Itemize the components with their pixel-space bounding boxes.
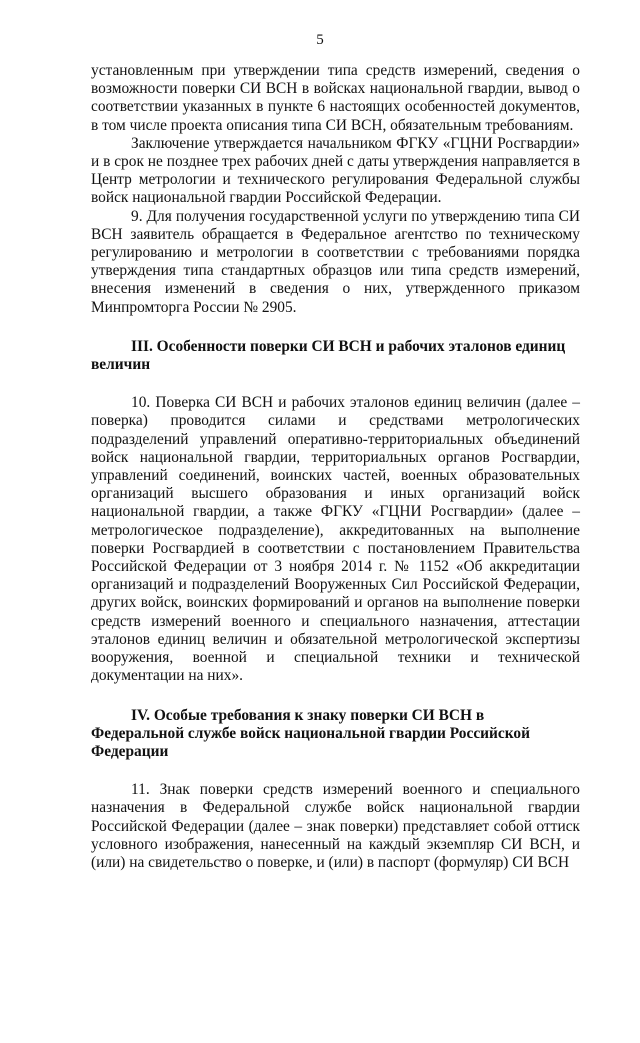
page-number: 5 — [316, 32, 324, 48]
paragraph-item-9: 9. Для получения государственной услуги по утверждению типа СИ ВСН заявитель обращается в Федеральное агентство по техническому регулированию и метрологии в соответствии с требованиями порядка утверждения типа стандартных образцов или типа средств измерений, внесения изменений в сведения о них, утвержденного приказом Минпромторга России № 2905. — [91, 207, 580, 316]
document-body — [91, 62, 580, 872]
paragraph-item-10: 10. Поверка СИ ВСН и рабочих эталонов единиц величин (далее – поверка) проводится силами и средствами метрологических подразделений управлений оперативно-территориальных объединений войск национальной гвардии, территориальных органов Росгвардии, управлений соединений, воинских частей, военных образовательных организаций высшего образования и иных организаций войск национальной гвардии, а также ФГКУ «ГЦНИ Росгвардии» (далее – метрологическое подразделение), аккредитованных на выполнение поверки Росгвардией в соответствии с постановлением Правительства Российской Федерации от 3 ноября 2014 г. № 1152 «Об аккредитации организаций и подразделений Вооруженных Сил Российской Федерации, других войск, воинских формирований и органов на выполнение поверки средств измерений военного и специального назначения, аттестации эталонов единиц величин и обязательной метрологической экспертизы вооружения, военной и специальной техники и технической документации на них». — [91, 394, 580, 685]
paragraph-continuation: установленным при утверждении типа средств измерений, сведения о возможности поверки СИ ВСН в войсках национальной гвардии, вывод о соответствии указанных в пункте 6 настоящих особенностей документов, в том числе проекта описания типа СИ ВСН, обязательным требованиям. — [91, 62, 580, 134]
paragraph-item-11: 11. Знак поверки средств измерений военного и специального назначения в Федеральной службе войск национальной гвардии Российской Федерации (далее – знак поверки) представляет собой оттиск условного изображения, нанесенный на каждый экземпляр СИ ВСН, и (или) на свидетельство о поверке, и (или) в паспорт (формуляр) СИ ВСН — [91, 781, 580, 871]
paragraph-conclusion: Заключение утверждается начальником ФГКУ «ГЦНИ Росгвардии» и в срок не позднее трех рабочих дней с даты утверждения направляется в Центр метрологии и технического регулирования Федеральной службы войск национальной гвардии Российской Федерации. — [91, 134, 580, 207]
section-heading-iii: III. Особенности поверки СИ ВСН и рабочих эталонов единиц величин — [91, 337, 566, 374]
section-heading-iv: IV. Особые требования к знаку поверки СИ ВСН в Федеральной службе войск национальной гвардии Российской Федерации — [91, 706, 530, 760]
